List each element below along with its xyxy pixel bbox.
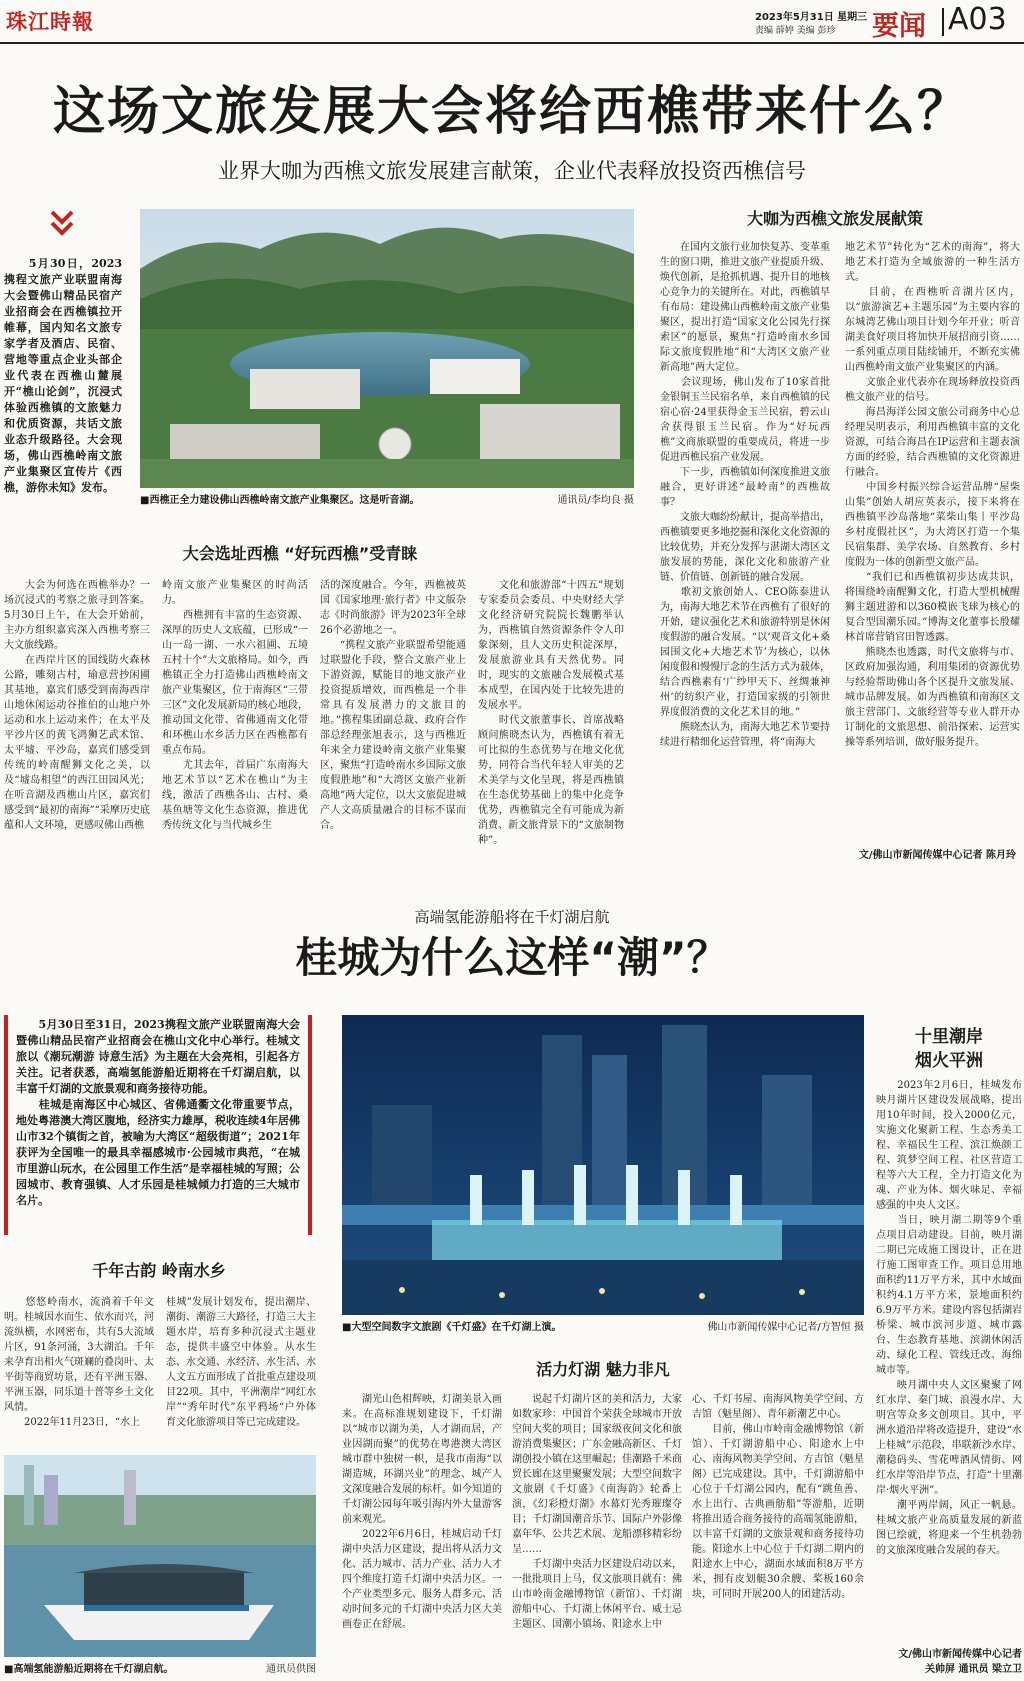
editor-credits: 责编 薛婷 美编 彭珍 xyxy=(755,26,836,36)
story1-subhead: 业界大咖为西樵文旅发展建言献策，企业代表释放投资西樵信号 xyxy=(218,159,806,183)
sidebar-byline-2: 关帅屏 通讯员 梁立卫 xyxy=(925,1664,1022,1675)
photo2-caption: ■高端氢能游船近期将在千灯湖启航。 xyxy=(4,1664,174,1675)
story2-intro: 5月30日至31日，2023携程文旅产业联盟南海大会暨佛山精品民宿产业招商会在樵山文化中心举行。桂城文旅以《潮玩潮游 诗意生活》为主题在大会亮相，引起各方关注。记者获悉，高端氢能游船近期将在千灯湖启航，以丰富千灯湖的文旅景观和商务接待功能。 桂城是南海区中心城区、省佛通衢文化带重要节点，地处粤港澳大湾区腹地，经济实力雄厚，税收连续4年居佛山市32个镇街之首，被喻为大湾区“超级街道”；2021年获评为全国唯一的最具幸福感城市·公园城市典范，“在城市里游山玩水，在公园里工作生活”是幸福桂城的写照；公园城市、教育强镇、人才乐园是桂城倾力打造的三大城市名片。 xyxy=(16,1018,300,1207)
photo1-credit: 通讯员/李均良 摄 xyxy=(557,495,634,506)
photo-qiandeng-show xyxy=(342,1015,864,1315)
page-number: A03 xyxy=(948,2,1007,37)
sidebar-text: 2023年2月6日，桂城发布映月湖片区建设发展战略，提出用10年时间，投入2000亿元，实施文化聚新工程、生态秀美工程、幸福民生工程、滨江焕颜工程、筑梦空间工程、社区营造工程等六大工程，全力打造文化为魂、产业为体、烟火味足、幸福感强的中央人文区。 当日，映月湖二期等9个重点项目启动建设。目前，映月湖二期已完成施工图设计，正在进行施工图审查工作。项目总用地面积约11万平方米，其中水域面积约4.1万平方米，景地面积约6.9万平方米。建设内容包括湖岩桥梁、城市滨河步道、城市露台、生态教育基地、滨湖休闲活动、绿化工程、管线迁改、海绵城市等。 映月湖中央人文区聚聚了网红水岸、秦门城、浪漫水岸、大明宫等众多文创项目。其中，平洲水道沿岸将改造提升，建设“水上桂城”示范段，串联新沙水岸、潮稳码头、雪花啤酒风情街、网红水岸等沿岸节点，打造“十里潮岸·烟火平洲”。 潮平两岸阔，风正一帆悬。桂城文旅产业高质量发展的新蓝图已绘就，将迎来一个生机勃勃的文旅深度融合发展的春天。 xyxy=(876,1080,1022,1556)
story1-lead: 5月30日，2023携程文旅产业联盟南海大会暨佛山精品民宿产业招商会在西樵镇拉开帷幕，国内知名文旅专家学者及酒店、民宿、营地等重点企业头部企业代表在西樵山麓展开“樵山论剑”，沉浸式体验西樵镇的文旅魅力和优质资源，共话文旅业态升级路径。大会现场，佛山西樵岭南文旅产业集聚区宣传片《西樵，游你未知》发布。 xyxy=(4,257,122,494)
photo-hydrogen-boat xyxy=(4,1455,316,1657)
chevron-down-icon xyxy=(50,210,74,238)
story2-column-d: 说起千灯湖片区的美和活力，大家如数家珍：中国首个荣获全球城市开放空间大奖的项目；国家级夜间文化和旅游消费集聚区；广东金融高新区、千灯湖创投小镇在这里崛起；佳潮路千米商贸长廊在这里聚聚发展；大型空间数字文旅剧《千灯盛》《南海韵》轮番上演，《幻彩橙灯湖》水幕灯光秀璀璨夺目；千灯湖国潮音乐节、国际户外影像嘉年华、公共艺术展、龙船漂移精彩纷呈…… 千灯湖中央活力区建设启动以来，一批批项目上马，仅文旅项目就有：佛山市岭南金融博物馆（新馆）、千灯湖游船中心、千灯湖上休闲平台、威士忌主题区、国潮小镇场、阳途水上中 xyxy=(512,1394,682,1630)
issue-date: 2023年5月31日 星期三 xyxy=(755,12,868,23)
story2-column-e: 心、千灯书屋、南海风物美学空间、方吉馆（魁星阁）、青年新潮艺中心。 目前，佛山市岭南金融博物馆（新馆）、千灯湖游船中心、阳途水上中心、南海风物美学空间、方吉馆（魁星阁）已完成建设。其中，千灯湖游船中心位于千灯湖公园内，配有“跳鱼善、水上出行、古典画舫船”等游船，近期将推出适合商务接待的高端氢能游船，以丰富千灯湖的文旅景观和商务接待功能。阳途水上中心位于千灯湖二期内的阳途水上中心，湖面水域面积8万平方米，拥有皮划艇30余艘、桨板160余块，可同时开展200人的团建活动。 xyxy=(692,1394,864,1600)
photo-show-credit: 佛山市新闻传媒中心记者/方智恒 摄 xyxy=(707,1322,864,1333)
photo1-caption: ■西樵正全力建设佛山西樵岭南文旅产业集聚区。这是听音湖。 xyxy=(140,495,420,506)
story1-column-4: 文化和旅游部“十四五”规划专家委员会委员、中央财经大学文化经济研究院院长魏鹏举认为，西樵镇自然资源条件令人印象深刻，且人文历史积淀深厚，发展旅游业具有天然优势。同时，现实的文旅融合发展模式基本成型，在国内处于比较先进的发展水平。 时代文旅董事长、首席战略顾问熊晓杰认为，西樵镇有着无可比拟的生态优势与在地文化优势，同符合当代年轻人审美的艺术美学与文化呈现，将是西樵镇在生态优势基础上的集中化竞争优势，西樵镇完全有可能成为新消费、新文旅背景下的“文旅制物种”。 xyxy=(478,580,624,846)
story2-headline: 桂城为什么这样“潮”？ xyxy=(295,933,729,982)
newspaper-logo: 珠江時報 xyxy=(6,9,94,34)
story1-column-5: 在国内文旅行业加快复苏、变革重生的窗口期，推进文旅产业提质升级、焕代创新，是抢抓机遇、提升目的地核心竞争力的关键所在。对此，西樵镇早有布局：建设佛山西樵岭南文旅产业集聚区，提出打造“国家文化公园先行探索区”的愿景，聚焦“打造岭南水乡国际文旅度假胜地”和“大湾区文旅产业新高地”两大定位。 会议现场，佛山发布了10家首批金银铜玉兰民宿名单，来自西樵镇的民宿心宿·24里获得金玉兰民宿，碧云山舍获得银玉兰民宿。作为“好玩西樵”文商旅联盟的重要成员，将进一步促进西樵民宿产业发展。 下一步，西樵镇如何深度推进文旅融合，更好讲述“最岭南”的西樵故事？ 文旅大咖纷纷献计，提高举措出，西樵镇要更多地挖掘和深化文化资源的比较优势，并充分发挥与湛湖大湾区文旅发展的势能，深化文化和旅游产业链、价值链、创新链的融合发展。 歌初文旅创始人、CEO陈泰进认为，南海大地艺术节在西樵有了很好的开始，建议强化艺术和旅游特别是休闲度假游的融合发展。“以‘观音文化+桑园围文化+大地艺术节’为核心，以休闲度假和慢慢厅念的生活方式为载体，结合西樵素有‘广纱甲天下、丝绸兼神州’的纺织产业，打造国家级的引领世界度假消费的文化艺术目的地。” 熊晓杰认为，南海大地艺术节要持续进行精细化运营管理，将“南海大 xyxy=(660,242,830,748)
sidebar-byline-1: 文/佛山市新闻传媒中心记者 xyxy=(898,1649,1022,1660)
story2-column-a: 悠悠岭南水，流淌着千年文明。桂城因水而生、依水而兴，河流纵横，水网密布，共有5大流域片区，91条河涌，3大湖泊。千年来孕育出相火气斑斓的叠岗叶、太平街等商贸坊景，还有平洲玉器、平洲玉器，同乐道十普等乡土文化风情。 2022年11月23日，“水上 xyxy=(4,1297,154,1428)
story2-column-b: 桂城”发展计划发布，提出潮岸、潮街、潮游三大路径，打造三大主题水岸，培育多种沉浸式主题业态，提供丰盛空中体验。从水生态、水交通、水经济、水生活、水人文五方面形成了首批重点建设项目22项。其中，平洲潮岸“网红水岸”“秀年时代”东平鸦场“户外体育文化旅游项目等已完成建设。 xyxy=(166,1297,316,1428)
masthead-rule xyxy=(0,42,1024,44)
story1-column-2: 岭南文旅产业集聚区的时尚活力。 西樵拥有丰富的生态资源、深厚的历史人文底蕴，已形成“一山一岛一湖、一水六祖圃、五境五村十个”大文旅格局。如今，西樵镇正全力打造佛山西樵岭南文旅产业集聚区，位于南海区“三带三区”文化发展新局的核心地段，推动国文化带、省佛通南文化带和环樵山水乡活力区在西樵都有重点布局。 尤其去年，首届广东南海大地艺术节以“艺术在樵山”为主线，激活了西樵各山、古村、桑基鱼塘等文化生态资源，推进优秀传统文化与当代城乡生 xyxy=(162,580,308,831)
photo-tingyin-lake xyxy=(140,209,634,488)
story2-sub2: 活力灯湖 魅力非凡 xyxy=(536,1360,670,1379)
story1-section1-title: 大会选址西樵 “好玩西樵”受青睐 xyxy=(182,544,418,563)
sidebar-title-1: 十里潮岸 xyxy=(915,1027,983,1047)
story2-kicker: 高端氢能游船将在千灯湖启航 xyxy=(414,908,610,926)
story1-column-1: 大会为何选在西樵举办？一场沉浸式的考察之旅寻到答案。5月30日上午，在大会开始前，主办方组织嘉宾深入西樵考察三大文旅线路。 在西岸片区的国线防火森林公路，雕刻古村，瑜意营抄闲圃其基地，嘉宾们感受到南海西岸山地休闲运动谷推伯的山地户外运动和水上运动来件；在太平及平沙片区的黄飞鸿狮艺武术馆、太平墟、平沙岛，嘉宾们感受到传统的岭南醒狮文化之美，以及“墟岛相望”的西江田园风光；在听音湖及西樵山片区，嘉宾们感受到“最初的南海”“采摩历史底蕴和人文环境，更感叹佛山西樵 xyxy=(4,580,150,831)
page-divider xyxy=(942,8,944,36)
story2-sub1: 千年古韵 岭南水乡 xyxy=(92,1261,226,1280)
story2-intro-box xyxy=(4,1015,312,1235)
photo-show-caption: ■大型空间数字文旅剧《千灯盛》在千灯湖上演。 xyxy=(342,1322,562,1333)
story1-byline: 文/佛山市新闻传媒中心记者 陈月玲 xyxy=(858,850,1016,861)
story2-column-c: 湖光山色相辉映，灯湖美景入画来。在高标准规划建设下，千灯湖以“城市以湖为美，人才湖而居，产业因湖而聚”的优势在粤港澳大湾区城市群中独树一帜，是我市南海“以湖造城，环湖兴业”的理念、城产人文深度融合发展的标杆。如今知道的千灯湖公园每年吸引海内外大量游客前来观光。 2022年6月6日，桂城启动千灯湖中央活力区建设，提出将从活力文化、活力城市、活力产业、活力人才四个维度打造千灯湖中央活力区。一个产业类型多元、服务人群多元、活动时间多元的千灯湖中央活力区大美画卷正在舒展。 xyxy=(342,1394,502,1630)
story1-column-3: 活的深度融合。今年，西樵被英国《国家地理·旅行者》中文版杂志《时尚旅游》评为2023年全球26个必游地之一。 “携程文旅产业联盟希望能通过联盟化手段，整合文旅产业上下游资源，赋能目的地文旅产业投资提质增效，而西樵是一个非常具有发展潜力的文旅目的地。”携程集团副总裁、政府合作部总经理张旭表示，这与西樵近年来全力建设岭南文旅产业集聚区，聚焦“打造岭南水乡国际文旅度假胜地”和“大湾区文旅产业新高地”两大定位，以大文旅促进城产人文高质量融合的目标不谋而合。 xyxy=(320,580,466,831)
photo2-credit: 通讯员供图 xyxy=(266,1664,316,1675)
masthead xyxy=(0,0,1024,42)
story1-section2-title: 大咖为西樵文旅发展献策 xyxy=(746,209,923,228)
sidebar-title-2: 烟火平洲 xyxy=(915,1051,983,1071)
section-label: 要闻 xyxy=(872,11,926,42)
story1-column-6: 地艺术节”转化为“艺术的南海”，将大地艺术打造为全域旅游的一种生活方式。 目前，在西樵听音湖片区内，以“旅游演艺+主题乐园”为主要内容的东城湾艺佛山项目计划今年开业；听音湖美食好项目将加快开展招商引资……一系列重点项目陆续铺开，不断充实佛山西樵岭南文旅产业集聚区的内涵。 文旅企业代表亦在现场释放投资西樵文旅产业的信号。 海昌海洋公园文旅公司商务中心总经理吴明表示，利用西樵镇丰富的文化资源，可结合海昌在IP运营和主题表演方面的经验，结合西樵镇的文化资源进行融合。 中国乡村振兴综合运营品牌“屋柴山集”创始人胡应英表示，接下来将在西樵镇平沙岛落地“菜柴山集丨平沙岛乡村度假社区”，为大湾区打造一个集民宿集群、美学农场、自然教育、乡村度假为一体的创新型文旅产品。 “我们已和西樵镇初步达成共识，将围绕岭南醒狮文化，打造大型机械醒狮主题进游和以360模嵌飞球为核心的复合型国潮乐园。”博海文化董事长殷耀林首席营销官田智透露。 熊晓杰也透露，时代文旅将与市、区政府加强沟通，利用集团的资源优势与经验帮助佛山各个区提升文旅发展、城市品牌发展。如为西樵镇和南海区文旅主营部门、文旅经营等专业人群开办订制化的文旅思想、前沿探索、运营实操等系列培训，做好服务提升。 xyxy=(845,242,1020,748)
story1-headline: 这场文旅发展大会将给西樵带来什么？ xyxy=(52,82,971,142)
